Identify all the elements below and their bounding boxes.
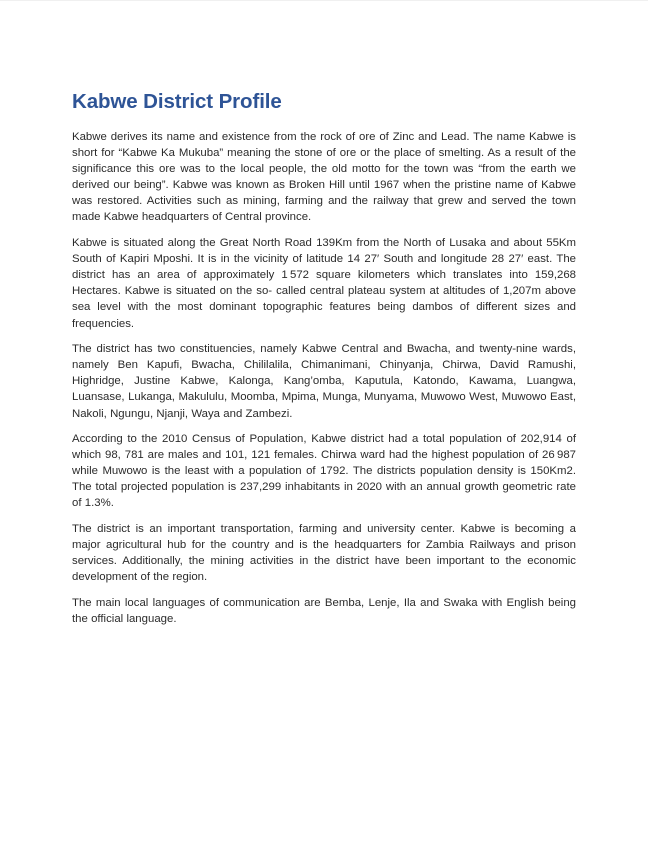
paragraph-economy: The district is an important transportation, farming and university center. Kabwe is becoming a major agricultural hub for the country and is the headquarters for Zambia Railways and prison services. Additionally, the mining activities in the district have been important to the economic development of the region. bbox=[72, 523, 576, 584]
paragraph-location-and-geography: Kabwe is situated along the Great North Road 139Km from the North of Lusaka and about 55Km South of Kapiri Mposhi. It is in the vicinity of latitude 14 27′ South and longitude 28 27′ east. The district has an area of approximately 1 572 square kilometers which translates into 159,268 Hectares. Kabwe is situated on the so- called central plateau system at altitudes of 1,207m above sea level with the most dominant topographic features being dambos of different sizes and frequencies. bbox=[72, 237, 576, 330]
paragraph-languages: The main local languages of communication are Bemba, Lenje, Ila and Swaka with English being the official language. bbox=[72, 596, 576, 626]
page-title: Kabwe District Profile bbox=[72, 90, 282, 113]
paragraph-constituencies-and-wards: The district has two constituencies, namely Kabwe Central and Bwacha, and twenty-nine wards, namely Ben Kapufi, Bwacha, Chililalila, Chimanimani, Chinyanja, Chirwa, David Ramushi, Highridge, Justine Kabwe, Kalonga, Kang’omba, Kaputula, Katondo, Kawama, Luangwa, Luansase, Lukanga, Makululu, Moomba, Mpima, Munga, Munyama, Muwowo West, Muwowo East, Nakoli, Ngungu, Njanji, Waya and Zambezi. bbox=[72, 343, 576, 420]
paragraph-population: According to the 2010 Census of Population, Kabwe district had a total population of 202,914 of which 98, 781 are males and 101, 121 females. Chirwa ward had the highest population of 26 987 while Muwowo is the least with a population of 1792. The districts population density is 150Km2. The total projected population is 237,299 inhabitants in 2020 with an annual growth geometric rate of 1.3%. bbox=[72, 433, 576, 510]
document-body bbox=[72, 89, 576, 627]
paragraph-origin-of-name: Kabwe derives its name and existence from the rock of ore of Zinc and Lead. The name Kabwe is short for “Kabwe Ka Mukuba” meaning the stone of ore or the place of smelting. As a result of the significance this ore was to the local people, the old motto for the town was “from the earth we derived our being”. Kabwe was known as Broken Hill until 1967 when the pristine name of Kabwe was restored. Activities such as mining, farming and the railway that grew and served the town made Kabwe headquarters of Central province. bbox=[72, 131, 576, 224]
